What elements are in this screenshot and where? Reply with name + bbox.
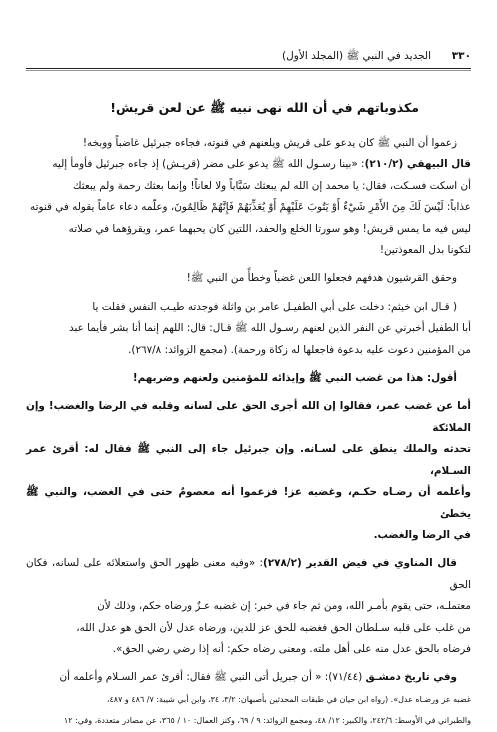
paragraph (26, 133, 471, 261)
text-line: والطبراني في الأوسط: ٢٤٢/٦، والكبير: ١٢/ ٤٨، ومجمع الزوائد: ٩ / ٦٩، وكنز العمال: ١٠ / ٣٦٥، عن مصادر متعددة، وفي: ١٢ (63, 716, 471, 726)
text-line: من المؤمنين دعوت عليه بدعوة فاجعلها له زكاة ورحمة). (مجمع الزوائد: ٢٦٧/٨). (128, 343, 471, 356)
text-line: أبا الطفيل أخبرني عن النفر الذين لعنهم رسـول الله ﷺ قـال: قال: اللهم إنما أنا بشر فأيما عبد (69, 322, 471, 335)
text-line: من غلب على قلبه سـلطان الحق فغضبه للحق عز للدين، ورضاه عدل لأن الحق هو عدل الله، (76, 621, 471, 634)
text-line: ليس فيه ما يمس قريش! وهو سورتا الخلع والحفد، اللتين كان يحبهما عمر، ويقرؤهما في صلاته (68, 222, 471, 235)
header-rule (26, 68, 471, 69)
text-line: أن اسكت فسـكت، فقال: يا محمد إن الله لم يبعثك سَبَّاباً ولا لعاناً! وإنما بعثك رحمة ولم يبعثك (73, 179, 471, 192)
paragraph (26, 667, 471, 731)
body-text (26, 133, 471, 732)
text-line: أما عن غضب عمر، فقالوا إن الله أجرى الحق على لسانه وقلبه في الرضا والغضب! وإن الملائكة (26, 400, 471, 434)
text-line: ( قـال ابن خيثم: دخلت على أبي الطفيـل عامر بن واثلة فوجدته طيـب النفس فقلت يا (92, 300, 457, 313)
text-line: تحدثه والملك ينطق على لسـانه. وإن جبرئيل جاء إلى النبي ﷺ فقال له: أقرئ عمر السـلام، (26, 443, 471, 477)
text-line: غضبه عز ورضـاه عدل». (رواه ابن حيان في طبقات المحدثين بأصبهان: ٣/٢، ٣٤، وابن أبي شيبة: ٧/ ٤٨٦ و ٤٨٧، (106, 694, 471, 704)
text-line: وحقق القرشيون هدفهم فجعلوا اللعن غضباً وخطأً من النبي ﷺ! (186, 272, 457, 285)
chapter-title: مكذوباتهم في أن الله نهى نبيه ﷺ عن لعن قريش! (110, 100, 419, 115)
paragraph-gap (26, 261, 471, 268)
source-citation: قال المناوي في فيض القدير (٢٧٨/٢) (263, 557, 457, 570)
text-line: وأعلمه أن رضـاه حكـم، وغضبه عز! فزعموا أنه معصومٌ حتى في الغضب، والنبي ﷺ يخطئ (26, 486, 471, 520)
text-line: قال المناوي في فيض القدير (٢٧٨/٢): «وفيه معنى ظهور الحق واستعلائه على لسانه، فكان الحق (26, 557, 471, 591)
paragraph (26, 297, 471, 361)
paragraph (26, 268, 471, 289)
running-title: الجديد في النبي ﷺ (المجلد الأول) (282, 50, 431, 62)
text-line: وفي تاريخ دمشـق (٧١/٤٤): « أن جبريل أتى النبي ﷺ فقال: أقرئ عمر السـلام وأعلمه أن (59, 671, 457, 684)
paragraph-gap (26, 290, 471, 297)
text-line: معتملـه، حتى يقوم بأمـر الله، ومن ثم جاء في خبر: إن غضبه عـزٌ ورضاه حكم، وذلك لأن (97, 600, 471, 613)
text-line: عذاباً: لَيْسَ لَكَ مِنَ الأَمْرِ شَيْءٌ أَوْ يَتُوبَ عَلَيْهِمْ أَوْ يُعَذِّبَهُمْ فَإِنَّهُمْ ظَالِمُونَ، وعلّمه دعاء عاماً يقوله في قنوته (30, 201, 471, 214)
paragraph-gap (26, 546, 471, 553)
text-line: أقول: هذا من غضب النبي ﷺ وإيذائه للمؤمنين ولعنهم وضربهم! (132, 372, 457, 385)
text-line: لتكونا بدل المعوذتين! (379, 244, 471, 257)
header-rule-thin (26, 70, 471, 71)
page-header (26, 48, 471, 64)
paragraph (26, 368, 471, 389)
source-citation: وفي تاريخ دمشـق (365, 671, 457, 684)
text-line: فرضاه بالحق عدل منه على أهل ملته. ومعنى رضاه حكم: أنه إذا رضي رضي الحق». (112, 642, 471, 655)
paragraph-gap (26, 660, 471, 667)
text-line: قال البيهقي (٢١٠/٢): «بينا رسـول الله ﷺ يدعو على مضر (قريـش) إذ جاءه جبرئيل فأومأ إليه (52, 158, 471, 171)
text-line: زعموا أن النبي ﷺ كان يدعو على قريش ويلعنهم في قنوته، فجاءه جبرئيل غاضباً ووبخه! (82, 137, 457, 149)
paragraph-gap (26, 361, 471, 368)
text-line: في الرضا والغضب. (373, 528, 471, 541)
page-number: ٣٣٠ (451, 50, 471, 62)
paragraph (26, 396, 471, 546)
paragraph (26, 553, 471, 660)
source-citation: قال البيهقي (٢١٠/٢) (364, 158, 471, 171)
paragraph-gap (26, 389, 471, 396)
